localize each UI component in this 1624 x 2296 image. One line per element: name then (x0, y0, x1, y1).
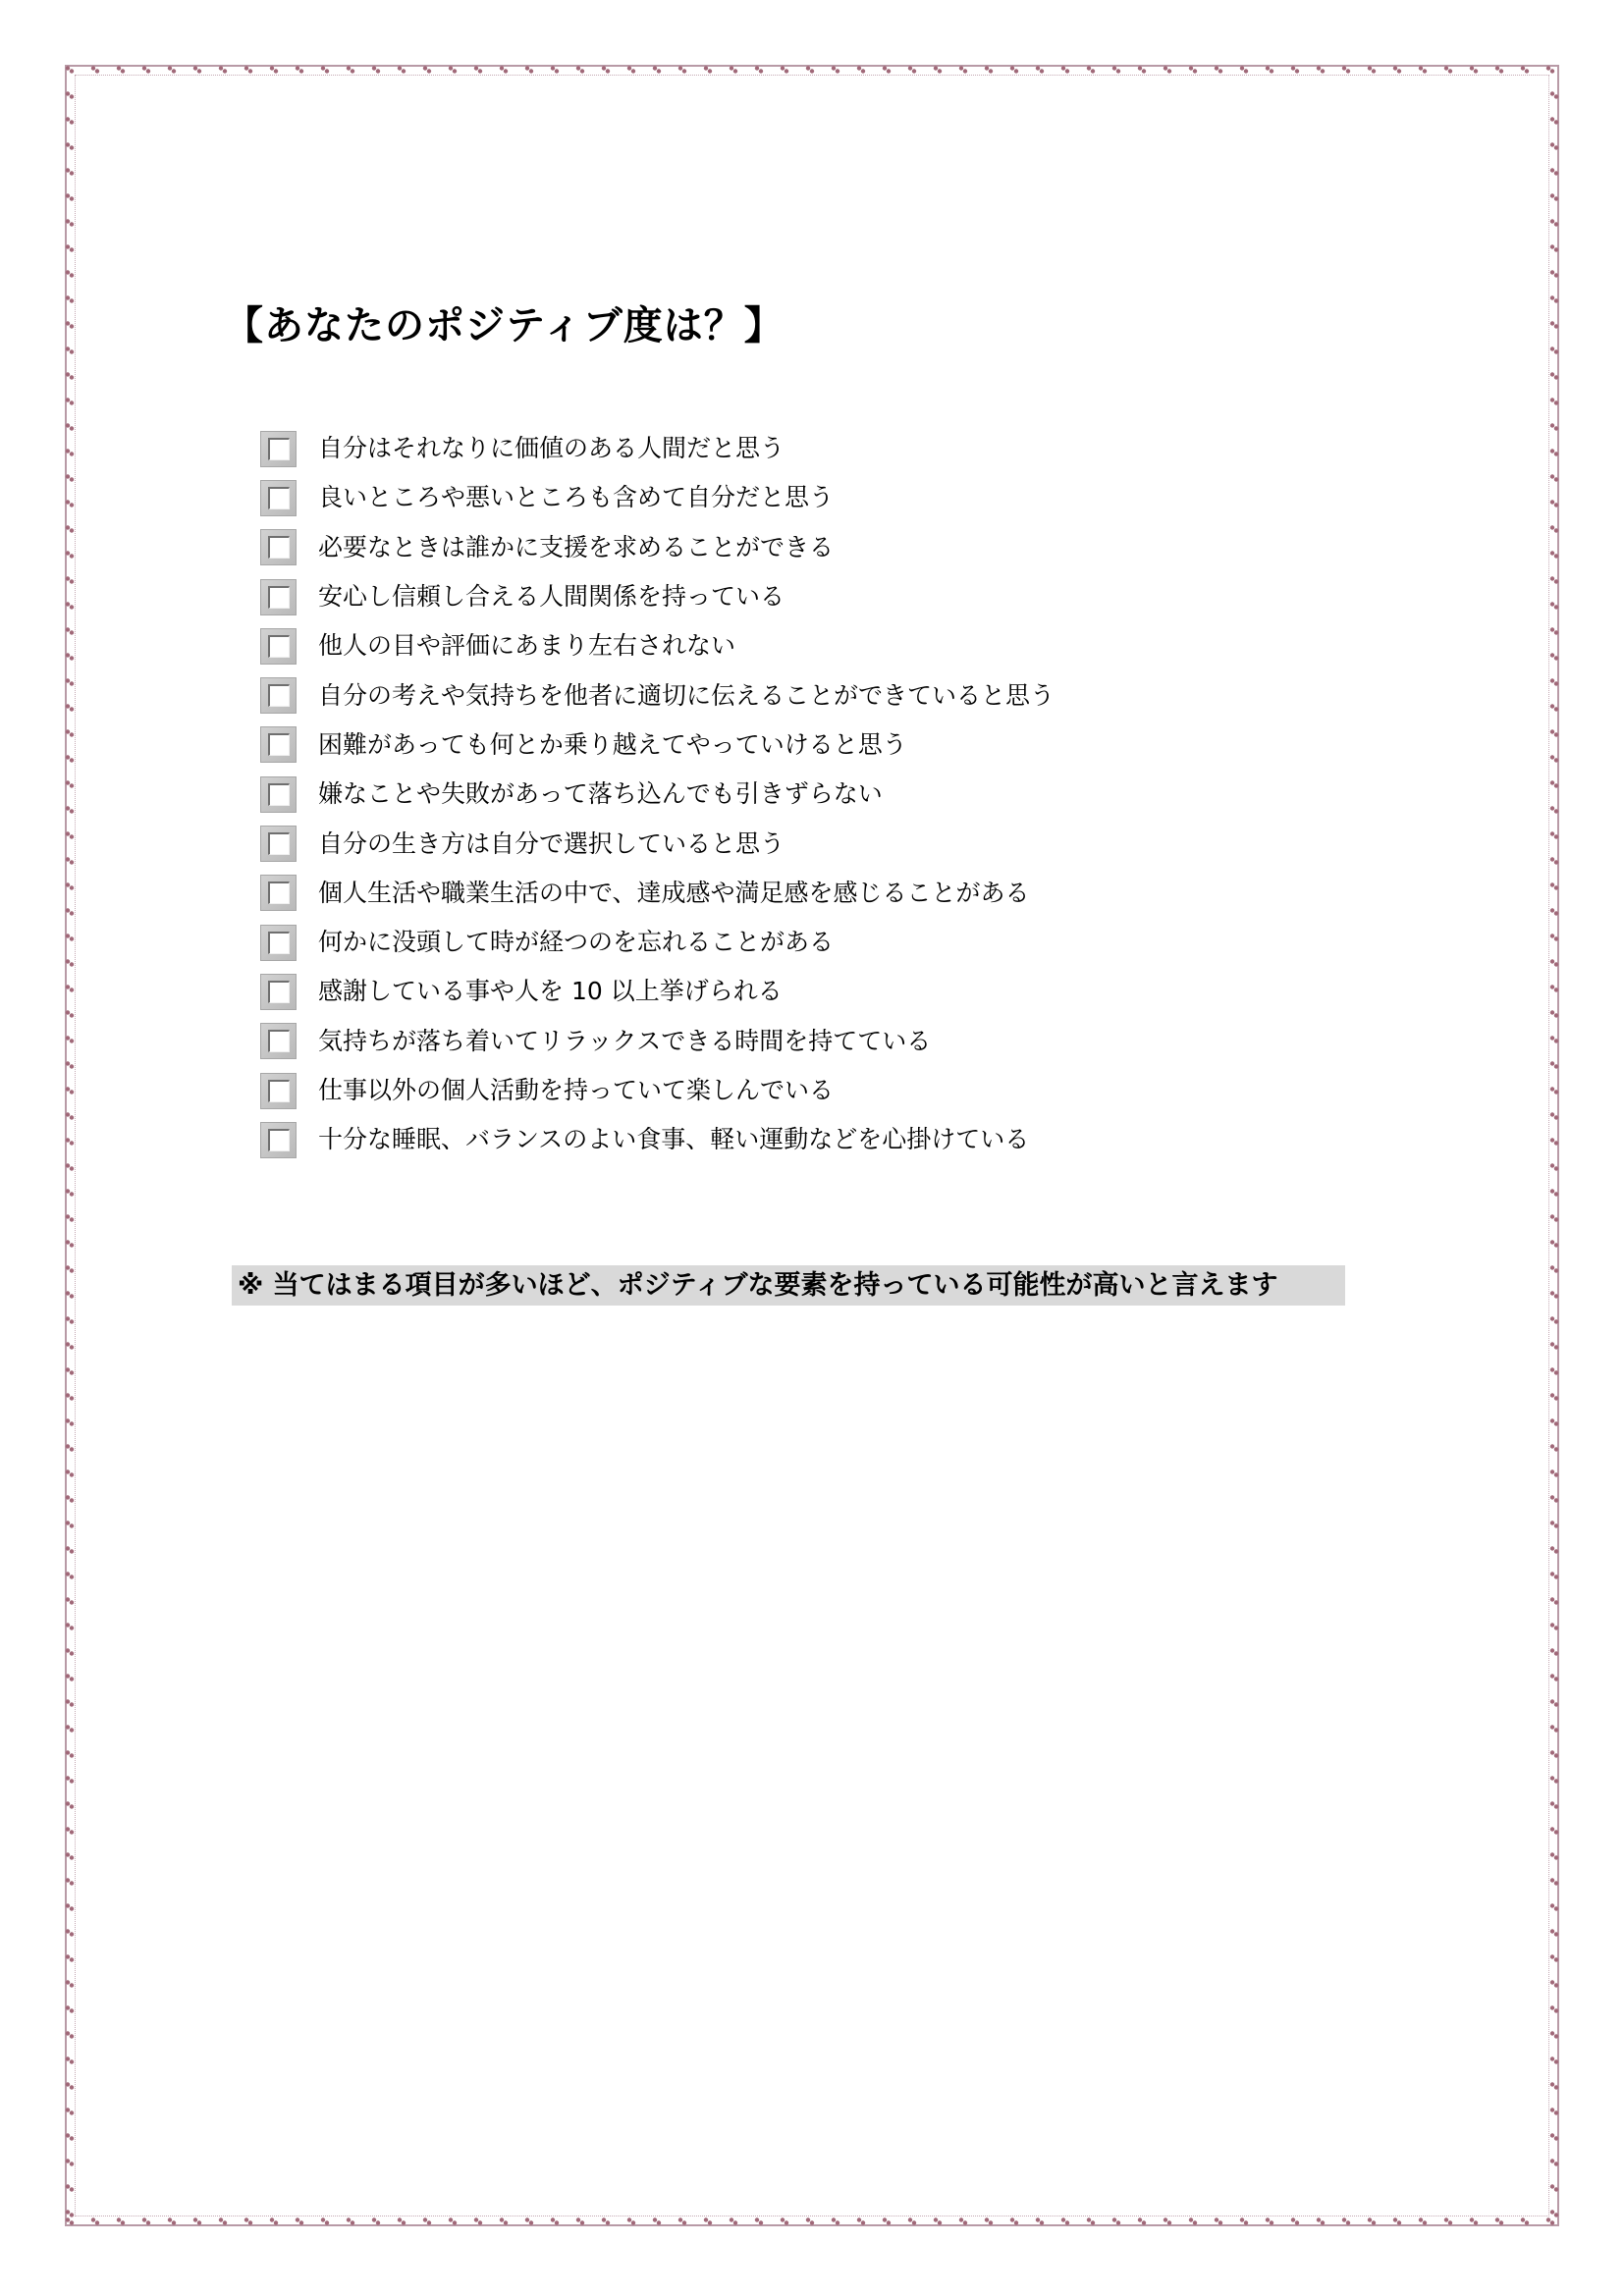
checklist-item[interactable] (260, 621, 1055, 670)
checklist-item[interactable] (260, 670, 1055, 720)
checkbox[interactable] (260, 480, 297, 516)
checklist-item-label: 良いところや悪いところも含めて自分だと思う (318, 483, 835, 512)
checkbox[interactable] (260, 974, 297, 1010)
checkbox[interactable] (260, 431, 297, 467)
checklist-item-label: 個人生活や職業生活の中で、達成感や満足感を感じることがある (318, 878, 1030, 907)
checklist-item-label: 自分の生き方は自分で選択していると思う (318, 828, 785, 858)
checklist-item-label: 自分の考えや気持ちを他者に適切に伝えることができていると思う (318, 680, 1056, 710)
page-title: 【あなたのポジティブ度は？】 (224, 303, 785, 348)
checklist-item-label: 仕事以外の個人活動を持っていて楽しんでいる (318, 1076, 835, 1104)
checklist-item[interactable] (260, 967, 1055, 1016)
checkbox[interactable] (260, 1122, 297, 1158)
checkbox[interactable] (260, 628, 297, 665)
checklist-item[interactable] (260, 1115, 1055, 1164)
checklist-item[interactable] (260, 770, 1055, 819)
checklist (260, 424, 1055, 1164)
checklist-item-label: 必要なときは誰かに支援を求めることができる (318, 532, 835, 561)
checkbox[interactable] (260, 726, 297, 763)
checklist-item[interactable] (260, 819, 1055, 868)
checklist-item-label: 困難があっても何とか乗り越えてやっていけると思う (318, 729, 907, 759)
checkbox[interactable] (260, 1073, 297, 1109)
checklist-item-label: 安心し信頼し合える人間関係を持っている (318, 582, 785, 612)
checkbox[interactable] (260, 925, 297, 961)
checklist-item-label: 感謝している事や人を 10 以上挙げられる (318, 977, 783, 1006)
checklist-item-label: 十分な睡眠、バランスのよい食事、軽い運動などを心掛けている (318, 1125, 1030, 1154)
checklist-item[interactable] (260, 721, 1055, 770)
checkbox[interactable] (260, 776, 297, 813)
checklist-item[interactable] (260, 1066, 1055, 1115)
checklist-item-label: 自分はそれなりに価値のある人間だと思う (318, 434, 785, 463)
checkbox[interactable] (260, 529, 297, 565)
checklist-item[interactable] (260, 523, 1055, 572)
footnote-highlight: ※ 当てはまる項目が多いほど、ポジティブな要素を持っている可能性が高いと言えます (232, 1265, 1345, 1306)
checklist-item[interactable] (260, 473, 1055, 522)
checklist-item-label: 気持ちが落ち着いてリラックスできる時間を持てている (318, 1026, 932, 1055)
checklist-item[interactable] (260, 424, 1055, 473)
checkbox[interactable] (260, 826, 297, 862)
checkbox[interactable] (260, 579, 297, 615)
checklist-item-label: 他人の目や評価にあまり左右されない (318, 631, 736, 661)
checklist-item[interactable] (260, 869, 1055, 918)
checklist-item[interactable] (260, 572, 1055, 621)
checkbox[interactable] (260, 677, 297, 714)
checkbox[interactable] (260, 875, 297, 911)
checklist-item-label: 嫌なことや失敗があって落ち込んでも引きずらない (318, 779, 883, 809)
checkbox[interactable] (260, 1023, 297, 1059)
checklist-item[interactable] (260, 918, 1055, 967)
checklist-item-label: 何かに没頭して時が経つのを忘れることがある (318, 928, 835, 957)
checklist-item[interactable] (260, 1017, 1055, 1066)
